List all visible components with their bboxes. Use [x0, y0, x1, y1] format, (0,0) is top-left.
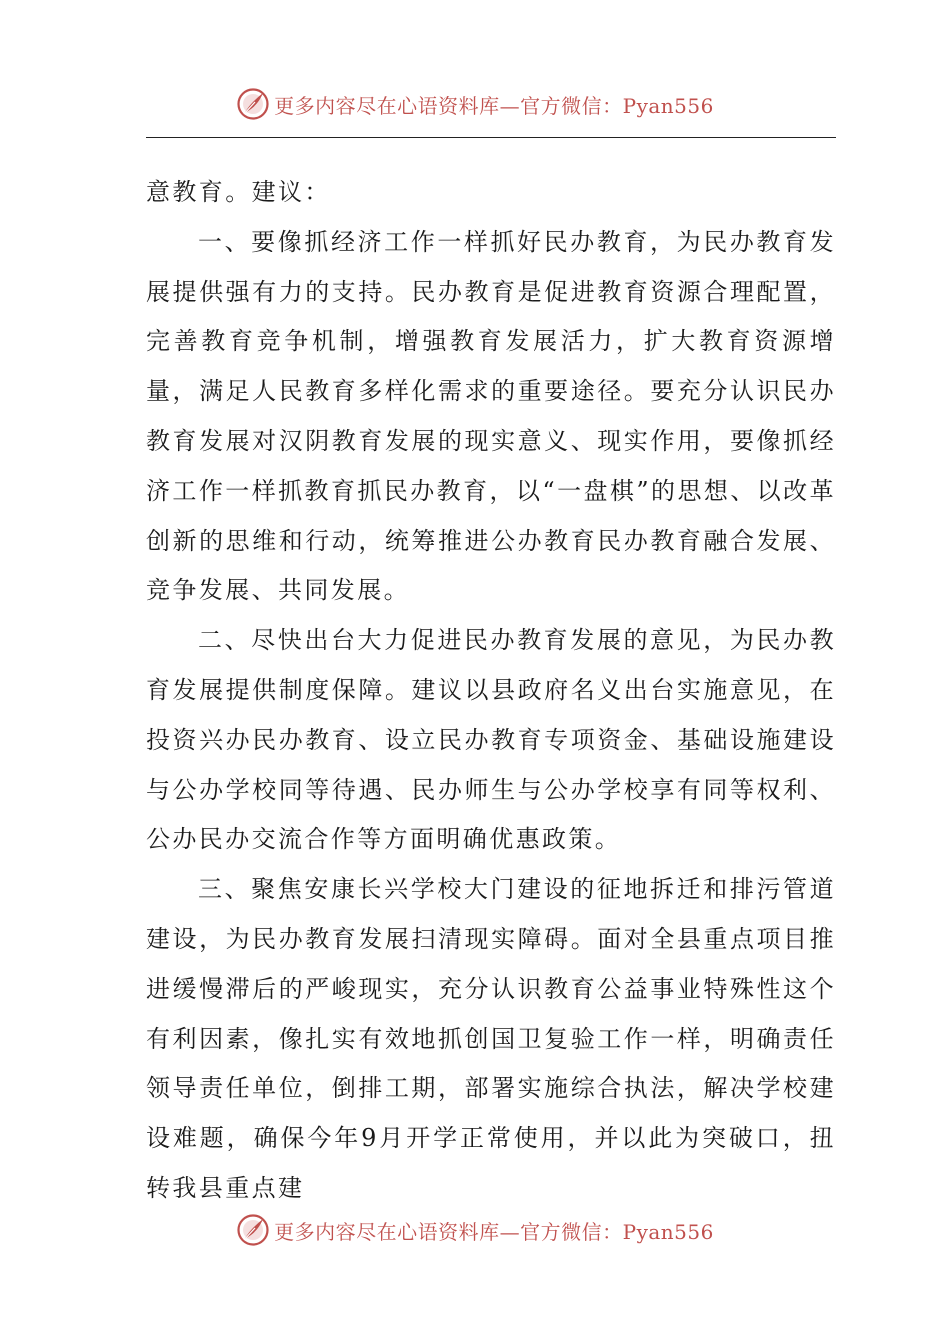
body-paragraph: 二、尽快出台大力促进民办教育发展的意见，为民办教育发展提供制度保障。建议以县政府名义出台实施意见，在投资兴办民办教育、设立民办教育专项资金、基础设施建设与公办学校同等待遇、民办师生与公办学校享有同等权利、公办民办交流合作等方面明确优惠政策。	[146, 626, 836, 854]
feather-quill-logo-icon	[236, 1213, 270, 1247]
banner-dash: —	[499, 1219, 521, 1244]
document-body	[146, 168, 836, 1214]
feather-quill-logo-icon	[236, 87, 270, 121]
footer-banner	[0, 1208, 950, 1252]
banner-text	[274, 1216, 714, 1245]
body-paragraph: 三、聚焦安康长兴学校大门建设的征地拆迁和排污管道建设，为民办教育发展扫清现实障碍。面对全县重点项目推进缓慢滞后的严峻现实，充分认识教育公益事业特殊性这个有利因素，像扎实有效地抓创国卫复验工作一样，明确责任领导责任单位，倒排工期，部署实施综合执法，解决学校建设难题，确保今年9月开学正常使用，并以此为突破口，扭转我县重点建	[146, 875, 836, 1202]
banner-contact-text: 官方微信：Pyan556	[520, 93, 714, 118]
banner-main-text: 更多内容尽在心语资料库	[274, 93, 500, 118]
banner-main-text: 更多内容尽在心语资料库	[274, 1219, 500, 1244]
header-banner	[0, 82, 950, 126]
banner-contact-text: 官方微信：Pyan556	[520, 1219, 714, 1244]
banner-text	[274, 90, 714, 119]
banner-dash: —	[499, 93, 521, 118]
header-divider	[146, 137, 836, 138]
body-paragraph: 意教育。建议：	[146, 178, 331, 206]
body-paragraph: 一、要像抓经济工作一样抓好民办教育，为民办教育发展提供强有力的支持。民办教育是促进教育资源合理配置，完善教育竞争机制，增强教育发展活力，扩大教育资源增量，满足人民教育多样化需求的重要途径。要充分认识民办教育发展对汉阴教育发展的现实意义、现实作用，要像抓经济工作一样抓教育抓民办教育，以“一盘棋”的思想、以改革创新的思维和行动，统筹推进公办教育民办教育融合发展、竞争发展、共同发展。	[146, 227, 836, 605]
